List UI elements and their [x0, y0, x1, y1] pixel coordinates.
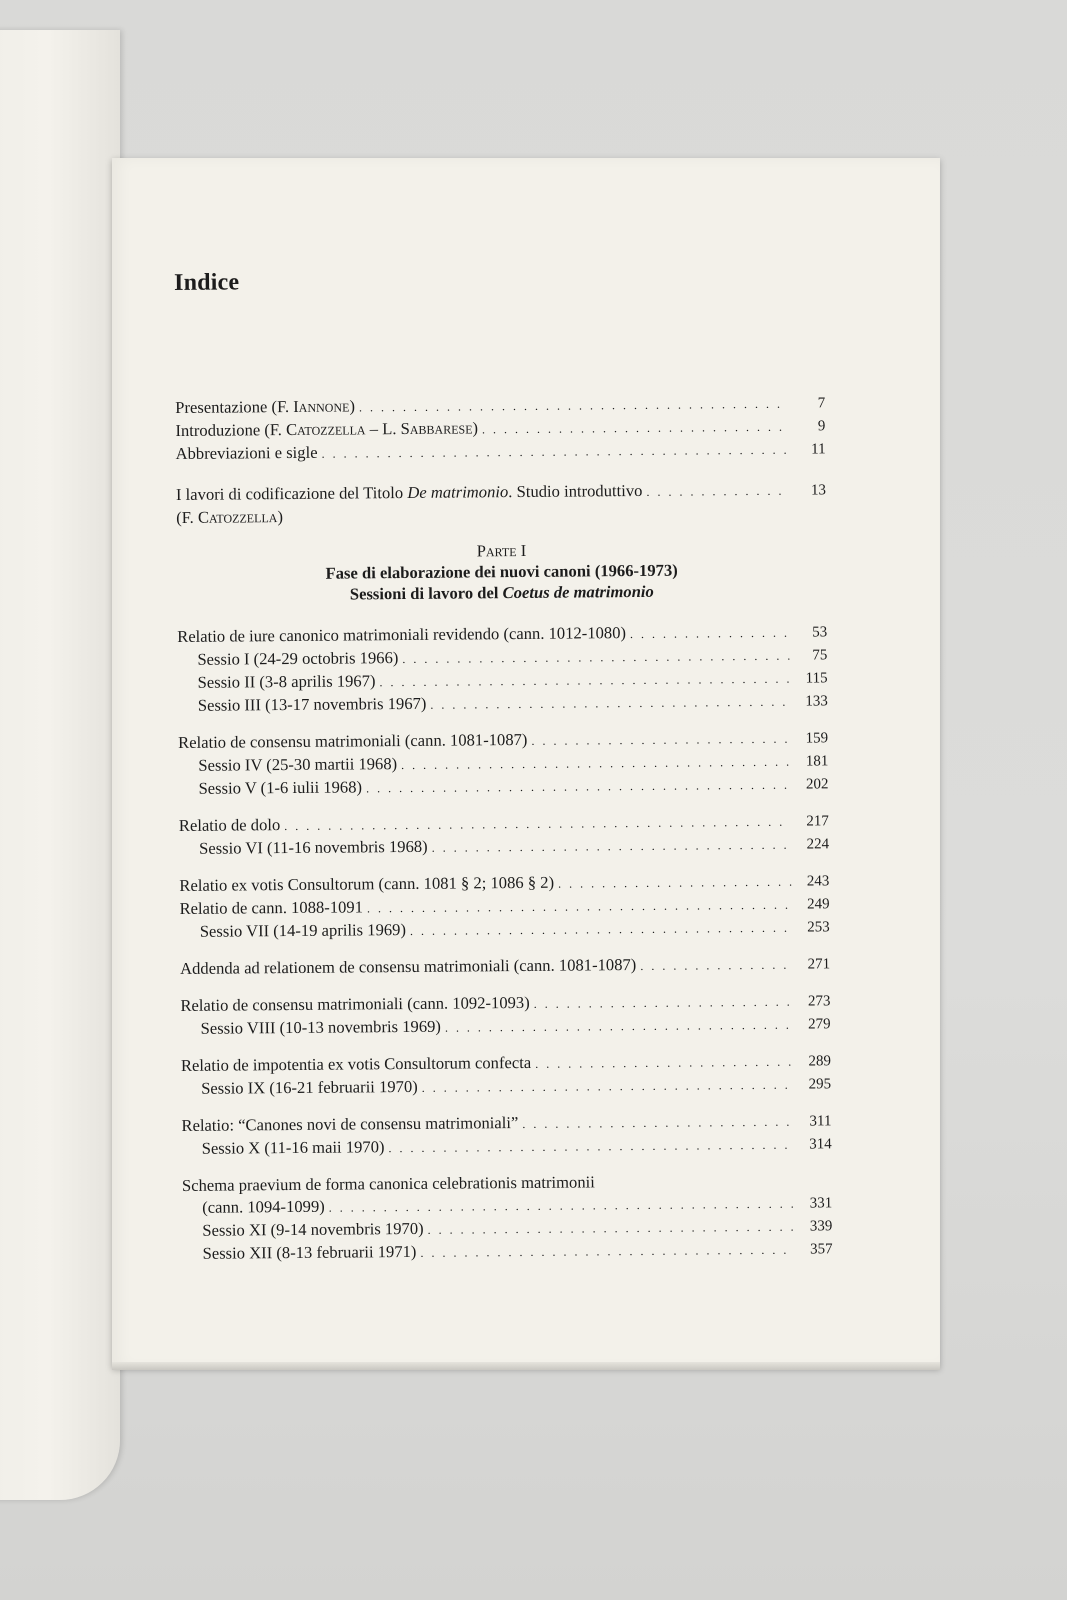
toc-page-number: 7: [817, 395, 826, 412]
toc-entry: [178, 772, 828, 801]
toc-entry-text: Sessio XI (9-14 novembris 1970): [202, 1218, 424, 1240]
toc-page-number: 339: [809, 1218, 833, 1235]
toc-entry: [179, 832, 829, 861]
toc-entry-text: Relatio de consensu matrimoniali (cann. 1081-1087): [178, 729, 528, 752]
toc-group: [181, 1049, 831, 1101]
leader-dots: [535, 1051, 793, 1075]
toc-entry-text: Sessio VI (11-16 novembris 1968): [198, 836, 428, 858]
toc-page-number: 224: [806, 836, 830, 853]
part-label: Parte I: [476, 540, 527, 561]
toc-entry-text: Sessio VII (14-19 aprilis 1969): [199, 920, 407, 941]
toc-entry-text: Relatio de cann. 1088-1091: [179, 897, 364, 918]
leader-dots: [522, 1111, 793, 1135]
leader-dots: [329, 1193, 795, 1219]
toc-entry-text: Relatio ex votis Consultorum (cann. 1081 § 2; 1086 § 2): [179, 872, 555, 895]
toc-entry-text: Relatio de iure canonico matrimoniali revidendo (cann. 1012-1080): [177, 623, 627, 646]
leader-dots: [630, 622, 789, 645]
toc-group: [177, 620, 828, 718]
toc-page-number: 273: [807, 993, 831, 1010]
leader-dots: [531, 728, 790, 752]
toc-entry-text: Sessio I (24-29 octobris 1966): [197, 648, 399, 669]
toc-entry-text: Relatio de consensu matrimoniali (cann. 1092-1093): [180, 992, 530, 1015]
toc-entry-text: Sessio II (3-8 aprilis 1967): [197, 671, 376, 692]
toc-entry: [181, 1072, 831, 1101]
part-subtitle: Sessioni di lavoro del Coetus de matrimonio: [349, 581, 654, 604]
part-heading: [176, 537, 827, 606]
toc-entry: [182, 1237, 832, 1266]
toc-entry-text: Abbreviazioni e sigle: [175, 442, 318, 463]
toc-entry: [178, 689, 828, 718]
toc-page-number: 13: [810, 482, 827, 499]
toc-entry-text: (cann. 1094-1099): [202, 1196, 325, 1217]
toc-entry-text: Introduzione (F. Catozzella – L. Sabbarese): [175, 418, 479, 440]
toc-page-number: 181: [805, 753, 829, 770]
leader-dots: [366, 774, 791, 800]
leader-dots: [379, 668, 789, 694]
toc-page-number: 331: [809, 1195, 833, 1212]
toc-page-number: 253: [807, 919, 830, 936]
toc-page-number: 243: [806, 873, 830, 890]
toc-entry-text: Relatio de dolo: [178, 815, 281, 835]
index-content: [174, 264, 833, 1280]
toc-page-number: 115: [805, 670, 828, 687]
leader-dots: [359, 393, 787, 419]
toc-page-number: 249: [806, 896, 830, 913]
toc-entry: [176, 437, 826, 466]
toc-entry-text: Sessio V (1-6 iulii 1968): [198, 777, 363, 798]
toc-entry-text: Sessio XII (8-13 februarii 1971): [202, 1241, 417, 1263]
leader-dots: [321, 439, 787, 465]
study-author: (F. Catozzella): [176, 507, 284, 527]
leader-dots: [646, 480, 788, 503]
toc-page-number: 271: [807, 956, 831, 973]
leader-dots: [430, 691, 790, 716]
leader-dots: [401, 751, 790, 776]
toc-entry-text: Presentazione (F. Iannone): [175, 396, 356, 417]
toc-entry-text: Sessio IX (16-21 februarii 1970): [201, 1076, 418, 1098]
toc-page-number: 314: [809, 1136, 832, 1153]
toc-entry: [182, 1132, 832, 1161]
toc-page-number: 289: [808, 1053, 832, 1070]
leader-dots: [445, 1014, 793, 1039]
schema-group: [182, 1169, 833, 1266]
toc-group: [179, 869, 830, 944]
toc-entry-text: Addenda ad relationem de consensu matrimoniali (cann. 1081-1087): [180, 954, 637, 978]
toc-entry-text: I lavori di codificazione del Titolo De matrimonio. Studio introduttivo: [175, 480, 643, 504]
leader-dots: [428, 1216, 795, 1241]
toc-group: [181, 1109, 831, 1161]
toc-entry: [180, 952, 830, 981]
leader-dots: [402, 645, 789, 670]
left-page-edge: [0, 30, 120, 1500]
toc-page-number: 357: [810, 1241, 833, 1258]
toc-page-number: 75: [812, 647, 828, 664]
page-title: Indice: [174, 269, 240, 296]
leader-dots: [432, 834, 792, 859]
toc-groups: [177, 620, 832, 1161]
toc-page-number: 311: [809, 1113, 832, 1130]
toc-page-number: 217: [806, 813, 829, 830]
toc-group: [180, 952, 830, 981]
toc-page-number: 202: [805, 776, 829, 793]
leader-dots: [640, 954, 792, 977]
toc-page-number: 53: [812, 624, 828, 641]
intro-block: [175, 391, 826, 466]
toc-page-number: 11: [811, 441, 826, 458]
toc-group: [180, 989, 830, 1041]
toc-group: [178, 726, 829, 801]
toc-entry: [181, 1012, 831, 1041]
toc-entry-text: Relatio: “Canones novi de consensu matrimoniali”: [181, 1113, 519, 1135]
leader-dots: [410, 917, 792, 942]
leader-dots: [534, 991, 793, 1015]
book-page: [112, 158, 940, 1368]
study-entry: [176, 478, 826, 529]
leader-dots: [388, 1134, 793, 1160]
toc-entry-text: Relatio de impotentia ex votis Consultorum confecta: [180, 1052, 532, 1075]
toc-entry-text: Sessio III (13-17 novembris 1967): [197, 693, 427, 715]
leader-dots: [420, 1239, 794, 1264]
toc-page-number: 295: [808, 1076, 832, 1093]
toc-page-number: 159: [805, 730, 829, 747]
toc-page-number: 279: [808, 1016, 831, 1033]
leader-dots: [367, 894, 792, 920]
toc-entry: [180, 915, 830, 944]
toc-group: [179, 809, 829, 861]
leader-dots: [558, 871, 791, 895]
toc-page-number: 9: [817, 418, 826, 435]
toc-entry-text: Sessio IV (25-30 martii 1968): [198, 754, 398, 775]
schema-heading: Schema praevium de forma canonica celebrationis matrimonii: [181, 1172, 595, 1195]
toc-entry-text: Sessio VIII (10-13 novembris 1969): [200, 1016, 441, 1038]
leader-dots: [422, 1074, 794, 1099]
leader-dots: [482, 416, 788, 441]
leader-dots: [284, 811, 791, 837]
part-title: Fase di elaborazione dei nuovi canoni (1966-1973): [325, 560, 678, 583]
page-bottom-edge: [112, 1362, 940, 1370]
toc-entry-text: Sessio X (11-16 maii 1970): [201, 1137, 385, 1158]
toc-page-number: 133: [805, 693, 828, 710]
